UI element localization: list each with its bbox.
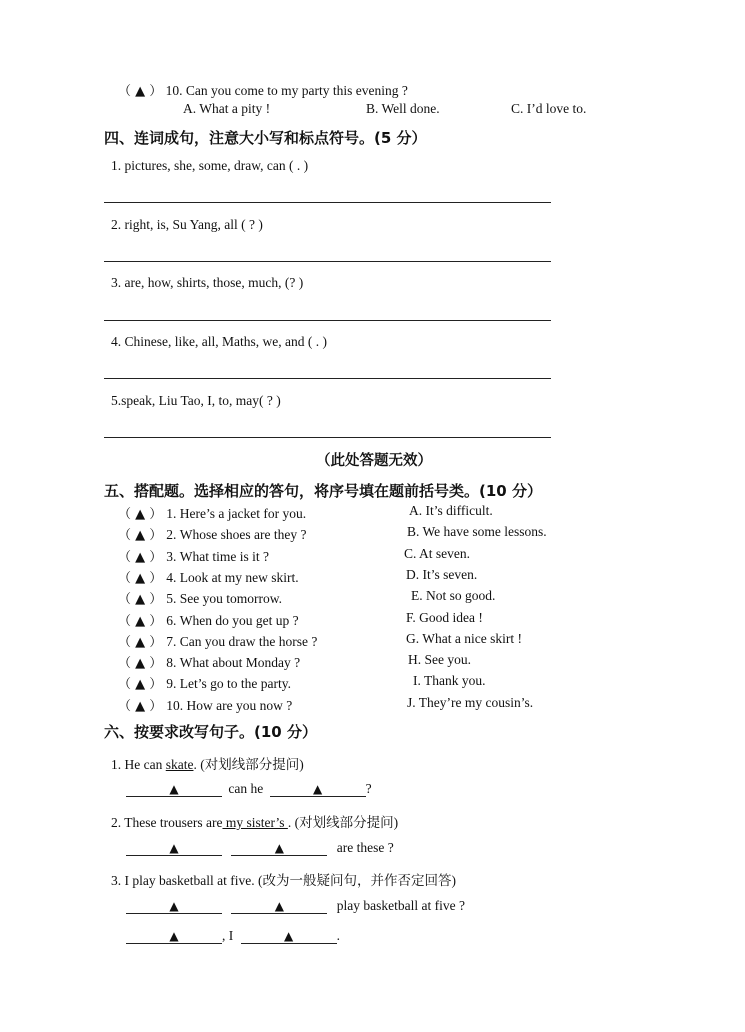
match-answer: E. Not so good. bbox=[411, 588, 496, 603]
triangle-icon: ▲ bbox=[169, 929, 179, 943]
blank-2b[interactable] bbox=[231, 840, 327, 856]
question-text: 10. Can you come to my party this evening ? bbox=[165, 83, 408, 98]
match-row bbox=[118, 673, 291, 692]
top-question bbox=[118, 80, 408, 99]
rewrite-q1 bbox=[111, 753, 304, 773]
a2-end: are these ? bbox=[336, 840, 394, 855]
match-question: 8. What about Monday ? bbox=[166, 655, 301, 670]
answer-bracket[interactable]: （ ▲ ） bbox=[118, 571, 163, 586]
a1-end: ? bbox=[365, 781, 372, 796]
match-answer: B. We have some lessons. bbox=[407, 524, 547, 539]
section4-heading: 四、连词成句，注意大小写和标点符号。(5 分） bbox=[104, 129, 427, 147]
section5-heading: 五、搭配题。选择相应的答句，将序号填在题前括号类。(10 分） bbox=[104, 482, 542, 500]
match-answer: H. See you. bbox=[408, 652, 471, 667]
answer-bracket[interactable]: （ ▲ ） bbox=[118, 507, 163, 522]
triangle-icon: ▲ bbox=[284, 929, 294, 943]
match-row bbox=[118, 546, 269, 565]
answer-bracket[interactable]: （ ▲ ） bbox=[118, 614, 163, 629]
match-answer: D. It’s seven. bbox=[406, 567, 478, 582]
match-question: 2. Whose shoes are they ? bbox=[166, 527, 307, 542]
q1-post: . (对划线部分提问) bbox=[193, 757, 304, 772]
rewrite-q2 bbox=[111, 811, 398, 831]
answer-line-5[interactable] bbox=[104, 437, 551, 438]
match-row bbox=[118, 610, 299, 629]
match-question: 3. What time is it ? bbox=[166, 549, 269, 564]
rewrite-a2 bbox=[126, 840, 394, 856]
match-question: 7. Can you draw the horse ? bbox=[166, 634, 318, 649]
blank-3c[interactable] bbox=[126, 928, 222, 944]
blank-3a[interactable] bbox=[126, 898, 222, 914]
answer-line-3[interactable] bbox=[104, 320, 551, 321]
match-answer: G. What a nice skirt ! bbox=[406, 631, 522, 646]
answer-line-1[interactable] bbox=[104, 202, 551, 203]
option-b: B. Well done. bbox=[366, 101, 440, 116]
q1-pre: 1. He can bbox=[111, 757, 166, 772]
answer-bracket[interactable]: （ ▲ ） bbox=[118, 677, 163, 692]
blank-1a[interactable] bbox=[126, 781, 222, 797]
rewrite-q3: 3. I play basketball at five. (改为一般疑问句，并作否定回答) bbox=[111, 873, 456, 888]
match-question: 9. Let’s go to the party. bbox=[166, 676, 291, 691]
blank-3b[interactable] bbox=[231, 898, 327, 914]
answer-line-4[interactable] bbox=[104, 378, 551, 379]
section4-item-5: 5.speak, Liu Tao, I, to, may( ? ) bbox=[111, 393, 281, 408]
section4-item-1: 1. pictures, she, some, draw, can ( . ) bbox=[111, 158, 309, 173]
match-answer: I. Thank you. bbox=[413, 673, 486, 688]
match-row bbox=[118, 652, 300, 671]
a3-end: play basketball at five ? bbox=[336, 898, 465, 913]
rewrite-reply3 bbox=[126, 928, 340, 944]
option-a: A. What a pity ! bbox=[183, 101, 271, 116]
match-answer: A. It’s difficult. bbox=[409, 503, 493, 518]
answer-bracket[interactable]: （ ▲ ） bbox=[118, 550, 163, 565]
q1-underlined: skate bbox=[165, 757, 194, 772]
reply-end: . bbox=[336, 928, 340, 943]
answer-bracket[interactable]: （ ▲ ） bbox=[118, 635, 163, 650]
triangle-icon: ▲ bbox=[274, 841, 284, 855]
triangle-icon: ▲ bbox=[169, 899, 179, 913]
match-row bbox=[118, 695, 292, 714]
section4-item-2: 2. right, is, Su Yang, all ( ? ) bbox=[111, 217, 263, 232]
match-row bbox=[118, 631, 317, 650]
section6-heading: 六、按要求改写句子。(10 分） bbox=[104, 723, 317, 741]
rewrite-a3 bbox=[126, 898, 465, 914]
match-question: 10. How are you now ? bbox=[166, 698, 293, 713]
blank-3d[interactable] bbox=[241, 928, 337, 944]
match-question: 5. See you tomorrow. bbox=[166, 591, 282, 606]
triangle-icon: ▲ bbox=[274, 899, 284, 913]
blank-2a[interactable] bbox=[126, 840, 222, 856]
answer-line-2[interactable] bbox=[104, 261, 551, 262]
answer-bracket[interactable]: （ ▲ ） bbox=[118, 656, 163, 671]
match-question: 1. Here’s a jacket for you. bbox=[166, 506, 307, 521]
match-row bbox=[118, 524, 306, 543]
q2-pre: 2. These trousers are bbox=[111, 815, 223, 830]
option-c: C. I’d love to. bbox=[511, 101, 587, 116]
q2-post: . (对划线部分提问) bbox=[287, 815, 399, 830]
reply-mid: , I bbox=[222, 928, 234, 943]
section4-item-3: 3. are, how, shirts, those, much, (? ) bbox=[111, 275, 304, 290]
match-answer: J. They’re my cousin’s. bbox=[407, 695, 534, 710]
match-row bbox=[118, 503, 306, 522]
match-row bbox=[118, 588, 282, 607]
answer-bracket[interactable]: （ ▲ ） bbox=[118, 592, 163, 607]
match-question: 6. When do you get up ? bbox=[166, 613, 299, 628]
match-row bbox=[118, 567, 299, 586]
a1-mid: can he bbox=[228, 781, 264, 796]
triangle-icon: ▲ bbox=[312, 782, 323, 796]
rewrite-a1 bbox=[126, 781, 372, 797]
section4-item-4: 4. Chinese, like, all, Maths, we, and ( . ) bbox=[111, 334, 327, 349]
answer-bracket[interactable]: （ ▲ ） bbox=[118, 699, 163, 714]
match-answer: F. Good idea ! bbox=[406, 610, 483, 625]
answer-bracket[interactable]: （ ▲ ） bbox=[118, 528, 163, 543]
blank-1b[interactable] bbox=[270, 781, 366, 797]
match-question: 4. Look at my new skirt. bbox=[166, 570, 299, 585]
triangle-icon: ▲ bbox=[169, 782, 179, 796]
invalid-note: （此处答题无效） bbox=[316, 453, 432, 469]
answer-bracket[interactable]: （ ▲ ） bbox=[118, 84, 163, 99]
match-answer: C. At seven. bbox=[404, 546, 470, 561]
q2-underlined: my sister’s bbox=[222, 815, 288, 830]
triangle-icon: ▲ bbox=[169, 841, 179, 855]
